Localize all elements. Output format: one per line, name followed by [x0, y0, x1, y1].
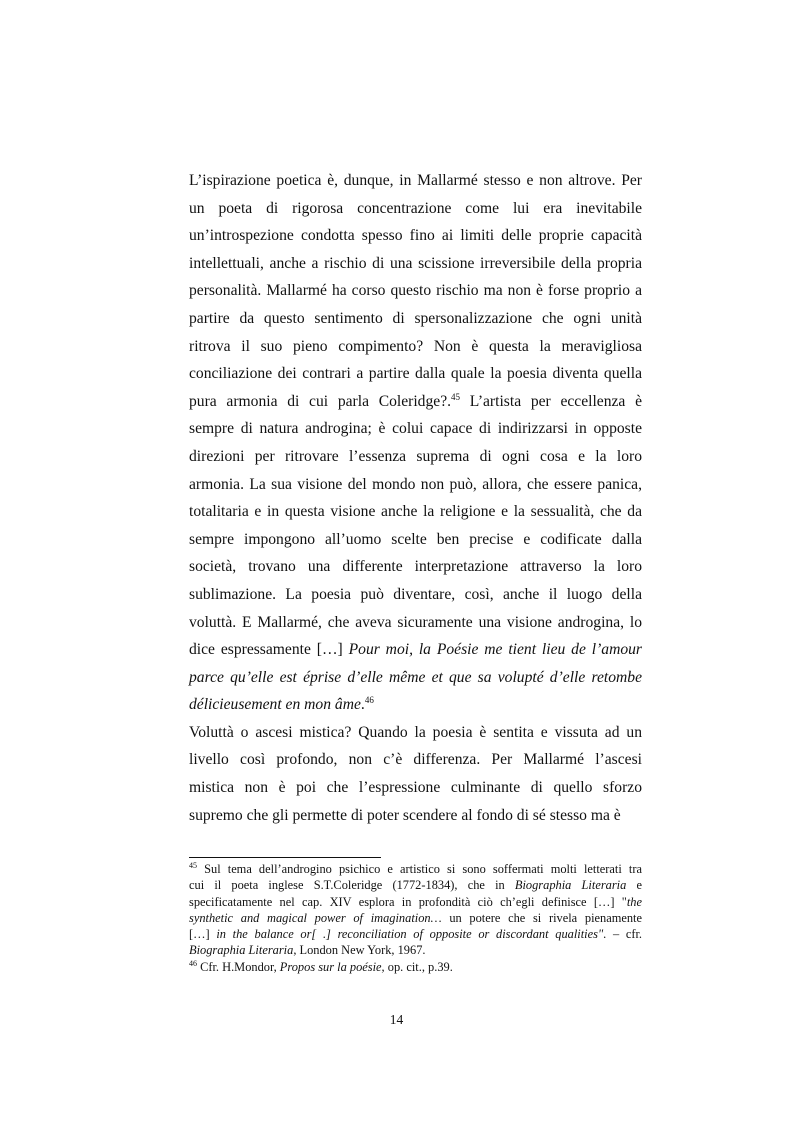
footnote-line — [189, 877, 642, 893]
text-line — [189, 195, 642, 223]
text-line — [189, 691, 642, 719]
text-line — [189, 388, 642, 416]
page-number: 14 — [389, 1012, 404, 1027]
text-run: e — [626, 878, 642, 893]
footnote-ref: 45 — [189, 860, 197, 870]
text-run: partire da questo sentimento di spersonalizzazione che ogni unità — [189, 309, 642, 327]
text-line — [189, 581, 642, 609]
text-run: . – cfr. — [603, 927, 642, 942]
text-run: direzioni per ritrovare l’essenza suprema di ogni cosa e la loro — [189, 447, 642, 465]
italic-text: Biographia Literaria — [514, 878, 627, 893]
text-line — [189, 471, 642, 499]
text-run: un’introspezione condotta spesso fino ai limiti delle proprie capacità — [189, 227, 642, 245]
italic-text: parce qu’elle est éprise d’elle même et que sa volupté d’elle retombe — [189, 668, 642, 686]
text-run: supremo che gli permette di poter scendere al fondo di sé stesso ma è — [189, 806, 621, 824]
text-run: L’artista per eccellenza è — [460, 392, 642, 410]
text-line — [189, 277, 642, 305]
text-run: ritrova il suo pieno compimento? Non è questa la meravigliosa — [189, 337, 642, 355]
footnotes — [189, 861, 642, 975]
text-line — [189, 719, 642, 747]
text-run: Voluttà o ascesi mistica? Quando la poesia è sentita e vissuta ad un — [189, 723, 642, 741]
text-run: pura armonia di cui parla Coleridge?. — [189, 392, 452, 410]
text-run: cui il poeta inglese S.T.Coleridge (1772-1834), che in — [189, 878, 515, 893]
text-run: sempre impongono all’uomo scelte ben precise e codificate dalla — [189, 530, 642, 548]
text-line — [189, 553, 642, 581]
italic-text: délicieusement en mon âme — [189, 696, 361, 714]
text-line — [189, 305, 642, 333]
text-run: […] — [189, 927, 217, 942]
text-run: armonia. La sua visione del mondo non può, allora, che essere panica, — [189, 475, 642, 493]
text-line — [189, 167, 642, 195]
footnote-ref: 45 — [451, 391, 461, 402]
text-run: specificatamente nel cap. XIV esplora in profondità ciò ch’egli definisce […] " — [189, 894, 627, 909]
footnote-line — [189, 910, 642, 926]
italic-text: Pour moi, la Poésie me tient lieu de l’amour — [348, 641, 642, 659]
text-line — [189, 360, 642, 388]
footnote-line — [189, 861, 642, 877]
footnote-ref: 46 — [364, 695, 374, 706]
text-line — [189, 664, 642, 692]
text-run: L’ispirazione poetica è, dunque, in Mallarmé stesso e non altrove. Per — [189, 172, 642, 189]
text-run: op. cit., p.39. — [384, 959, 453, 974]
text-line — [189, 250, 642, 278]
text-line — [189, 746, 642, 774]
italic-text: Biographia Literaria — [189, 943, 294, 958]
text-run: personalità. Mallarmé ha corso questo rischio ma non è forse proprio a — [189, 282, 642, 300]
text-line — [189, 415, 642, 443]
text-line — [189, 774, 642, 802]
footnote-line — [189, 959, 642, 975]
text-run: società, trovano una differente interpretazione attraverso la loro — [189, 558, 642, 576]
text-run: un poeta di rigorosa concentrazione come lui era inevitabile — [189, 199, 642, 217]
text-run: livello così profondo, non c’è differenza. Per Mallarmé l’ascesi — [189, 751, 642, 769]
text-line — [189, 609, 642, 637]
text-line — [189, 802, 642, 830]
text-line — [189, 498, 642, 526]
text-run: voluttà. E Mallarmé, che aveva sicuramente una visione androgina, lo — [189, 613, 642, 631]
text-line — [189, 443, 642, 471]
main-text — [189, 167, 642, 829]
text-run: sublimazione. La poesia può diventare, così, anche il luogo della — [189, 585, 642, 603]
text-run: dice espressamente […] — [189, 641, 349, 659]
text-run: un potere che si rivela pienamente — [441, 910, 642, 925]
text-run: intellettuali, anche a rischio di una scissione irreversibile della propria — [189, 254, 642, 272]
text-run: Sul tema dell’androgino psichico e artistico si sono soffermati molti letterati tra — [197, 862, 642, 876]
footnote-separator — [189, 857, 381, 858]
text-run: sempre di natura androgina; è colui capace di indirizzarsi in opposte — [189, 420, 642, 438]
text-run: mistica non è poi che l’espressione culminante di quello sforzo — [189, 779, 642, 797]
text-run: , London New York, 1967. — [293, 943, 426, 958]
footnote-line — [189, 942, 642, 958]
italic-text: in the balance or[ .] reconciliation of opposite or discordant qualities" — [216, 927, 604, 942]
text-line — [189, 526, 642, 554]
text-run: conciliazione dei contrari a partire dalla quale la poesia diventa quella — [189, 365, 642, 383]
text-line — [189, 333, 642, 361]
text-run: . — [360, 696, 365, 714]
text-line — [189, 636, 642, 664]
footnote-ref: 46 — [189, 958, 197, 968]
text-run: Cfr. H.Mondor, — [197, 959, 280, 974]
text-run: totalitaria e in questa visione anche la religione e la sessualità, che da — [189, 503, 642, 521]
text-line — [189, 222, 642, 250]
italic-text: Propos sur la poésie, — [279, 959, 385, 974]
footnote-line — [189, 926, 642, 942]
italic-text: the — [626, 894, 642, 909]
italic-text: synthetic and magical power of imagination… — [189, 910, 442, 925]
footnote-line — [189, 894, 642, 910]
